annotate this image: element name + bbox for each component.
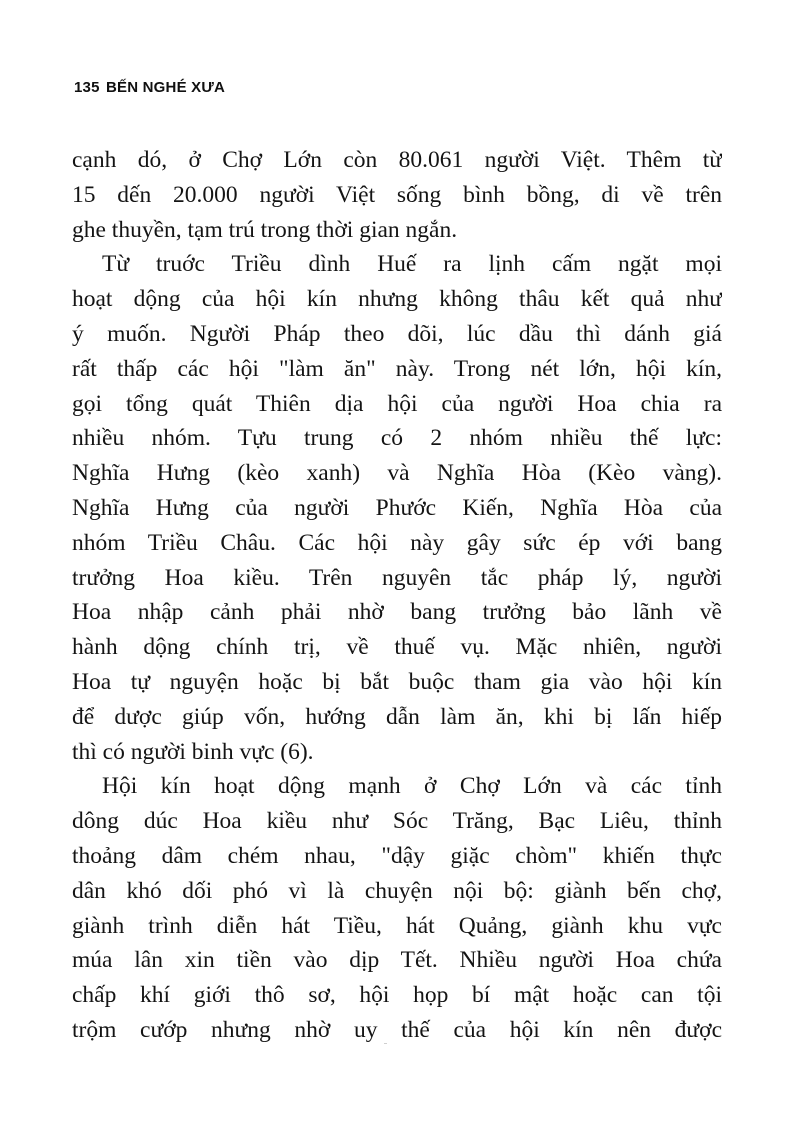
text-line: trưởng Hoa kiều. Trên nguyên tắc pháp lý, người bbox=[72, 564, 722, 591]
book-title: BẾN NGHÉ XƯA bbox=[106, 79, 226, 96]
text-line: giành trình diễn hát Tiều, hát Quảng, giành khu vực bbox=[72, 912, 722, 939]
text-line: Nghĩa Hưng của người Phước Kiến, Nghĩa Hòa của bbox=[72, 494, 722, 521]
text-line: gọi tổng quát Thiên dịa hội của người Hoa chia ra bbox=[72, 390, 722, 417]
body-text bbox=[72, 143, 722, 1048]
text-line: Từ truớc Triều dình Huế ra lịnh cấm ngặt mọi bbox=[102, 251, 722, 278]
text-line: để dược giúp vốn, hướng dẫn làm ăn, khi bị lấn hiếp bbox=[72, 703, 722, 730]
text-line: nhiều nhóm. Tựu trung có 2 nhóm nhiều thế lực: bbox=[72, 425, 722, 452]
running-header bbox=[74, 79, 225, 96]
text-line: dân khó dối phó vì là chuyện nội bộ: giành bến chợ, bbox=[72, 877, 722, 904]
text-line: chấp khí giới thô sơ, hội họp bí mật hoặc can tội bbox=[72, 982, 722, 1009]
text-line: Hoa tự nguyện hoặc bị bắt buộc tham gia vào hội kín bbox=[72, 668, 722, 695]
text-line: Hội kín hoạt dộng mạnh ở Chợ Lớn và các tỉnh bbox=[102, 773, 722, 800]
text-line: trộm cướp nhưng nhờ uy thế của hội kín nên được bbox=[72, 1016, 722, 1043]
text-line: 15 dến 20.000 người Việt sống bình bồng, di về trên bbox=[72, 181, 722, 208]
text-line: cạnh dó, ở Chợ Lớn còn 80.061 người Việt. Thêm từ bbox=[72, 147, 722, 173]
text-line: thì có người binh vực (6). bbox=[72, 738, 314, 765]
text-line: ghe thuyền, tạm trú trong thời gian ngắn. bbox=[72, 216, 458, 243]
scan-speck bbox=[384, 1043, 387, 1044]
text-line: Nghĩa Hưng (kèo xanh) và Nghĩa Hòa (Kèo vàng). bbox=[72, 460, 722, 487]
text-line: hành dộng chính trị, về thuế vụ. Mặc nhiên, người bbox=[72, 634, 722, 661]
text-line: múa lân xin tiền vào dịp Tết. Nhiều người Hoa chứa bbox=[72, 947, 722, 974]
text-line: thoảng dâm chém nhau, "dậy giặc chòm" khiến thực bbox=[72, 842, 722, 869]
text-line: rất thấp các hội "làm ăn" này. Trong nét lớn, hội kín, bbox=[72, 355, 722, 382]
text-line: hoạt dộng của hội kín nhưng không thâu kết quả như bbox=[72, 286, 722, 313]
text-line: Hoa nhập cảnh phải nhờ bang trưởng bảo lãnh về bbox=[72, 599, 722, 626]
text-line: dông dúc Hoa kiều như Sóc Trăng, Bạc Liêu, thỉnh bbox=[72, 808, 722, 835]
text-line: nhóm Triều Châu. Các hội này gây sức ép với bang bbox=[72, 529, 722, 556]
page-number: 135 bbox=[74, 79, 100, 96]
text-line: ý muốn. Người Pháp theo dõi, lúc dầu thì dánh giá bbox=[72, 320, 722, 347]
